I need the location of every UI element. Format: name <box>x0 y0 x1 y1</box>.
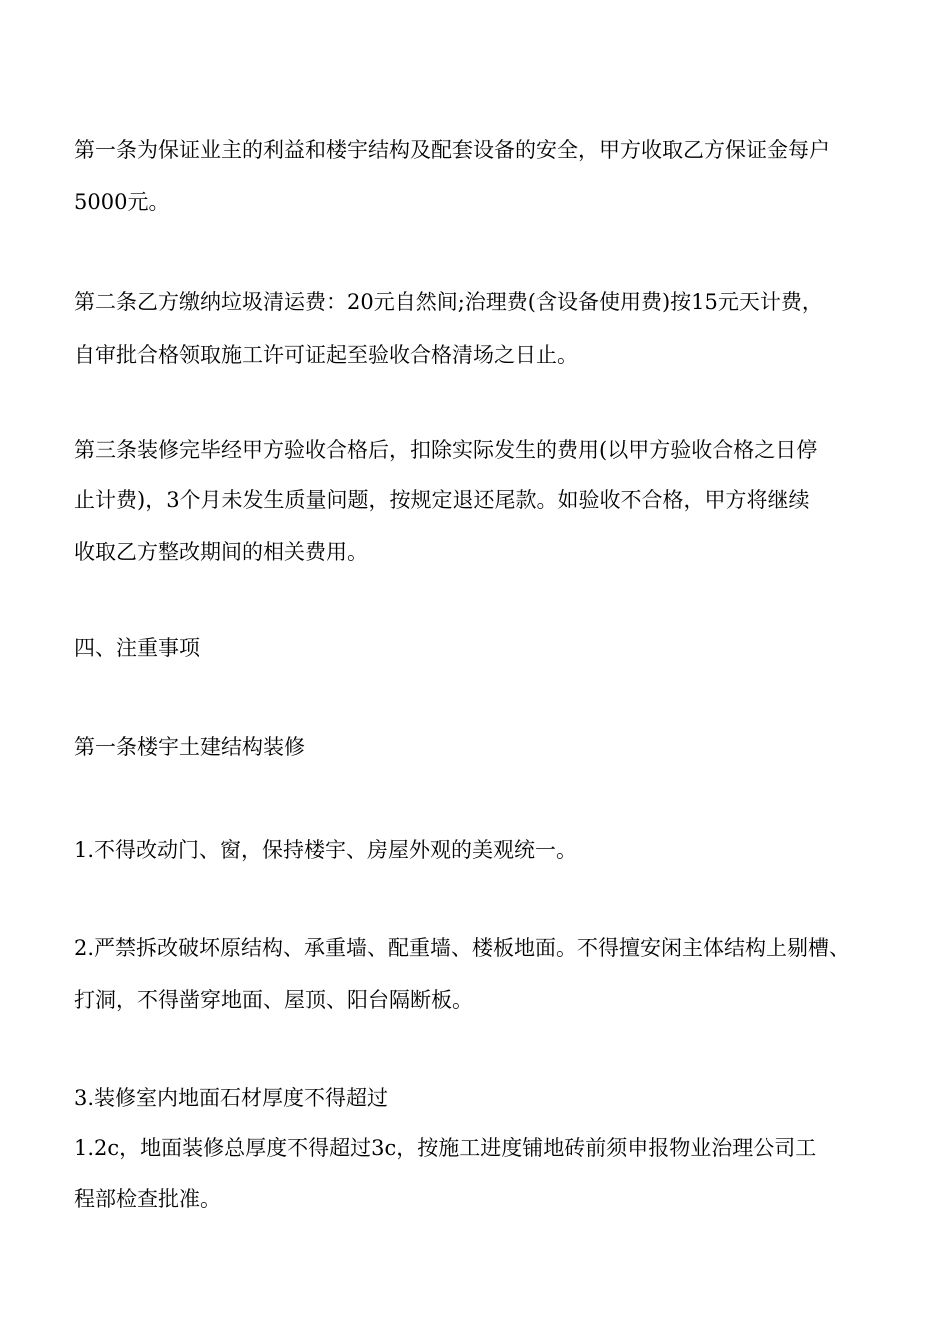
list-item: 3.装修室内地面石材厚度不得超过 <box>74 1086 389 1110</box>
list-item: 2.严禁拆改破坏原结构、承重墙、配重墙、楼板地面。不得擅安闲主体结构上剔槽、 <box>74 936 851 960</box>
text-line: 止计费)，3个月未发生质量问题，按规定退还尾款。如验收不合格，甲方将继续 <box>74 488 810 512</box>
text-line: 第三条装修完毕经甲方验收合格后，扣除实际发生的费用(以甲方验收合格之日停 <box>74 438 818 462</box>
text-line: 自审批合格领取施工许可证起至验收合格清场之日止。 <box>74 343 578 367</box>
list-item: 1.不得改动门、窗，保持楼宇、房屋外观的美观统一。 <box>74 838 578 862</box>
text-line: 第二条乙方缴纳垃圾清运费：20元自然间;治理费(含设备使用费)按15元天计费， <box>74 290 823 314</box>
text-line: 第一条为保证业主的利益和楼宇结构及配套设备的安全，甲方收取乙方保证金每户 <box>74 138 830 162</box>
section-heading: 四、注重事项 <box>74 636 200 660</box>
text-line: 打洞，不得凿穿地面、屋顶、阳台隔断板。 <box>74 988 473 1012</box>
text-line: 1.2c，地面装修总厚度不得超过3c，按施工进度铺地砖前须申报物业治理公司工 <box>74 1136 817 1160</box>
text-line: 收取乙方整改期间的相关费用。 <box>74 540 368 564</box>
subsection-heading: 第一条楼宇土建结构装修 <box>74 735 305 759</box>
text-line: 程部检查批准。 <box>74 1187 221 1211</box>
text-line: 5000元。 <box>74 190 170 214</box>
